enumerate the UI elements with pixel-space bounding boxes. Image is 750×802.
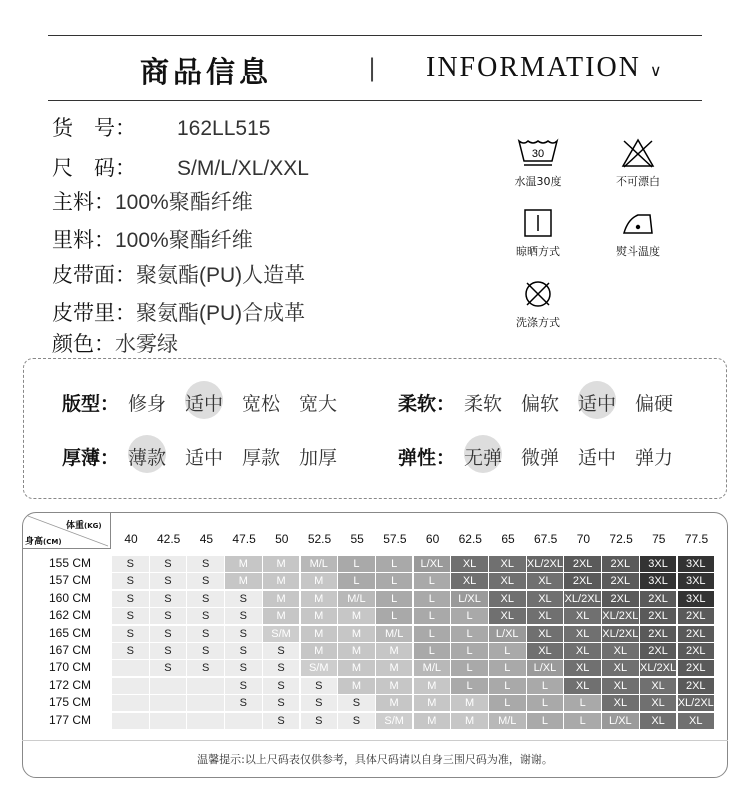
info-row <box>52 224 253 254</box>
size-cell: 3XL <box>640 556 677 572</box>
weight-header: 72.5 <box>609 532 633 546</box>
size-cell: XL <box>602 660 639 676</box>
size-cell: S <box>301 678 338 694</box>
size-cell: XL <box>527 573 564 589</box>
size-cell: M/L <box>414 660 451 676</box>
info-label: 主料： <box>52 190 115 214</box>
size-cell: M <box>225 573 262 589</box>
care-item <box>498 207 578 259</box>
attribute-option: 适中 <box>185 447 224 469</box>
size-cell: S <box>187 573 224 589</box>
size-cell: 3XL <box>678 591 715 607</box>
size-cell: S <box>187 643 224 659</box>
size-cell: S <box>187 626 224 642</box>
size-cell: M <box>451 695 488 711</box>
info-value: 水雾绿 <box>115 333 178 356</box>
care-item <box>598 137 678 189</box>
attribute-option: 适中 <box>578 447 617 469</box>
wash-30-icon <box>498 137 578 169</box>
size-cell: XL <box>489 608 526 624</box>
size-cell: L <box>338 573 375 589</box>
size-cell: S <box>301 695 338 711</box>
attributes-panel <box>23 358 727 499</box>
size-cell: 2XL <box>678 643 715 659</box>
info-row <box>52 297 305 327</box>
size-cell: XL/2XL <box>602 627 639 640</box>
height-label: 167 CM <box>48 643 92 657</box>
size-cell: L/XL <box>527 660 564 676</box>
attribute-option: 修身 <box>128 393 167 415</box>
size-cell: L <box>489 643 526 659</box>
size-cell: XL <box>678 713 715 729</box>
size-cell: S <box>225 695 262 711</box>
size-cell <box>150 678 187 694</box>
top-divider <box>48 35 702 36</box>
size-cell: S <box>150 591 187 607</box>
attribute-option: 微弹 <box>521 447 560 469</box>
info-value: 162LL515 <box>177 117 271 140</box>
size-cell: XL <box>602 695 639 711</box>
size-cell: XL <box>527 591 564 607</box>
info-label: 颜色： <box>52 332 115 356</box>
size-cell: S <box>225 678 262 694</box>
info-value: 100%聚酯纤维 <box>115 229 253 252</box>
size-cell: 2XL <box>678 608 715 624</box>
size-cell <box>150 695 187 711</box>
size-cell <box>112 678 149 694</box>
no-bleach-icon <box>598 137 678 169</box>
size-cell: XL <box>640 713 677 729</box>
info-label: 皮带面： <box>52 263 136 287</box>
size-cell: L <box>414 643 451 659</box>
height-label: 155 CM <box>48 556 92 570</box>
attribute-option: 偏硬 <box>635 393 674 415</box>
size-cell: L <box>489 695 526 711</box>
size-cell: L <box>451 643 488 659</box>
weight-header: 55 <box>350 532 364 546</box>
size-cell: S <box>225 660 262 676</box>
attribute-row <box>62 389 356 416</box>
title-separator: | <box>368 54 377 82</box>
size-cell <box>112 660 149 676</box>
size-cell: L <box>527 713 564 729</box>
size-cell: S <box>225 608 262 624</box>
height-label: 170 CM <box>48 660 92 675</box>
care-item <box>598 207 678 259</box>
height-label: 172 CM <box>48 677 92 692</box>
attribute-option: 薄款 <box>128 443 185 470</box>
size-cell: M <box>338 608 375 624</box>
size-cell: S/M <box>376 713 413 729</box>
weight-header: 57.5 <box>383 532 407 546</box>
size-cell: M <box>301 608 338 624</box>
size-cell: L <box>564 695 601 711</box>
size-cell: L <box>489 660 526 676</box>
attribute-option: 宽松 <box>242 393 281 415</box>
size-cell: L <box>376 556 413 572</box>
size-cell: XL <box>640 695 677 711</box>
weight-header: 65 <box>501 532 515 546</box>
size-cell: XL <box>602 678 639 694</box>
attribute-row <box>398 389 692 416</box>
iron-icon <box>598 207 678 239</box>
size-cell: XL <box>451 556 488 572</box>
size-cell: S/M <box>301 660 338 676</box>
attribute-option: 适中 <box>578 389 635 416</box>
size-cell: M <box>376 695 413 711</box>
size-cell: L <box>451 678 488 694</box>
size-cell: 2XL <box>564 556 601 572</box>
size-cell: L <box>451 608 488 624</box>
size-cell: M/L <box>301 556 338 572</box>
info-label: 货 号： <box>52 116 136 140</box>
size-cell: S <box>112 591 149 607</box>
size-cell: XL <box>564 660 601 676</box>
size-cell: L <box>376 573 413 589</box>
size-cell: S <box>150 660 187 676</box>
size-cell: 2XL <box>602 573 639 589</box>
size-cell: XL/2XL <box>640 662 677 675</box>
size-cell: XL <box>527 626 564 642</box>
no-wash-icon <box>498 278 578 310</box>
size-cell: XL <box>489 591 526 607</box>
size-cell: XL <box>602 643 639 659</box>
size-cell: M <box>414 695 451 711</box>
title-en <box>426 52 664 84</box>
size-cell: L <box>414 573 451 589</box>
weight-header: 40 <box>124 532 138 546</box>
size-cell: XL <box>451 573 488 589</box>
size-cell: L <box>564 713 601 729</box>
attribute-option: 无弹 <box>464 443 521 470</box>
size-cell: L/XL <box>414 556 451 572</box>
attribute-option: 偏软 <box>521 393 560 415</box>
size-cell: L <box>414 591 451 607</box>
info-value: 聚氨酯(PU)人造革 <box>136 264 306 287</box>
size-note: 温馨提示:以上尺码表仅供参考，具体尺码请以自身三围尺码为准，谢谢。 <box>22 740 728 767</box>
size-cell: 2XL <box>602 591 639 607</box>
size-cell: XL <box>564 608 601 624</box>
size-cell: S <box>187 591 224 607</box>
table-corner-header <box>22 512 111 549</box>
care-label: 洗涤方式 <box>516 316 560 329</box>
weight-header: 42.5 <box>157 532 181 546</box>
size-cell: M <box>225 556 262 572</box>
height-label: 177 CM <box>48 712 92 727</box>
info-row <box>52 259 305 289</box>
size-cell: S <box>225 591 262 607</box>
size-cell: M <box>263 591 300 607</box>
size-cell: S <box>187 660 224 676</box>
size-cell: S/M <box>263 626 300 642</box>
size-cell: M <box>414 713 451 729</box>
size-cell: S <box>150 573 187 589</box>
attribute-key: 柔软： <box>398 393 456 415</box>
size-cell: S <box>263 643 300 659</box>
size-cell <box>112 695 149 711</box>
title-cn: 商品信息 <box>140 55 273 89</box>
height-label: 身高 <box>25 537 44 547</box>
info-value: 聚氨酯(PU)合成革 <box>136 302 306 325</box>
attribute-option: 弹力 <box>635 447 674 469</box>
size-cell: L/XL <box>451 591 488 607</box>
size-cell: S <box>150 643 187 659</box>
svg-text:30: 30 <box>531 148 545 160</box>
info-label: 皮带里： <box>52 301 136 325</box>
size-cell: XL/2XL <box>677 697 714 710</box>
size-cell <box>187 695 224 711</box>
attribute-option: 厚款 <box>242 447 281 469</box>
size-cell <box>150 713 187 729</box>
size-cell: M <box>451 713 488 729</box>
size-cell: M <box>376 643 413 659</box>
size-cell: XL <box>564 678 601 694</box>
size-cell: S <box>187 608 224 624</box>
size-cell: S <box>112 573 149 589</box>
size-cell: S <box>263 660 300 676</box>
size-cell: S <box>338 695 375 711</box>
size-cell: M/L <box>376 626 413 642</box>
size-cell: L <box>338 556 375 572</box>
title-en-text: INFORMATION <box>426 52 641 83</box>
size-cell: M <box>338 643 375 659</box>
size-cell: L/XL <box>489 626 526 642</box>
height-label: 175 CM <box>48 695 92 710</box>
size-cell: M <box>338 678 375 694</box>
weight-header: 70 <box>576 532 591 546</box>
weight-unit: (KG) <box>84 522 102 530</box>
size-cell: XL <box>527 643 564 659</box>
size-cell: S <box>112 626 149 642</box>
size-cell: S <box>112 556 149 572</box>
size-cell: M <box>301 573 338 589</box>
attribute-option: 宽大 <box>299 393 338 415</box>
height-label: 157 CM <box>48 573 92 588</box>
size-cell: S <box>301 713 338 729</box>
weight-header: 45 <box>199 532 214 546</box>
size-cell: L <box>376 591 413 607</box>
size-cell: XL <box>564 643 601 659</box>
line-dry-icon <box>498 207 578 239</box>
weight-header: 52.5 <box>307 532 332 546</box>
size-cell: M <box>414 678 451 694</box>
weight-header: 75 <box>652 532 666 546</box>
size-cell: XL <box>564 626 601 642</box>
size-cell: M <box>376 660 413 676</box>
height-label: 162 CM <box>48 608 92 623</box>
size-cell: S <box>263 678 300 694</box>
attribute-key: 厚薄： <box>62 447 120 469</box>
height-label: 160 CM <box>48 590 92 605</box>
weight-header: 47.5 <box>232 532 256 546</box>
size-cell: XL/2XL <box>602 610 639 623</box>
info-value: S/M/L/XL/XXL <box>177 157 309 180</box>
size-cell: L <box>451 626 488 642</box>
weight-label: 体重 <box>66 521 85 531</box>
size-cell: L <box>451 660 488 676</box>
attribute-key: 版型： <box>62 393 120 415</box>
size-cell: XL <box>489 573 526 589</box>
chevron-down-icon: ∨ <box>649 63 664 80</box>
size-cell: L <box>414 626 451 642</box>
care-label: 晾晒方式 <box>516 245 560 258</box>
size-cell: XL <box>640 678 677 694</box>
size-cell: S <box>187 556 224 572</box>
size-cell: S <box>263 695 300 711</box>
size-cell: S <box>150 626 187 642</box>
size-cell: M/L <box>489 713 526 729</box>
care-label: 水温30度 <box>514 175 562 188</box>
care-item <box>498 278 578 330</box>
size-cell: M <box>263 556 300 572</box>
attribute-row <box>398 443 692 470</box>
size-cell: L <box>527 695 564 711</box>
info-row <box>52 112 270 142</box>
size-cell: XL/2XL <box>564 592 601 605</box>
size-cell: XL/2XL <box>526 558 563 570</box>
size-cell: L <box>527 678 564 694</box>
weight-header: 62.5 <box>458 532 482 546</box>
size-cell: 2XL <box>678 626 715 642</box>
weight-header: 67.5 <box>534 532 558 546</box>
care-label: 熨斗温度 <box>616 245 660 258</box>
size-cell: M <box>263 573 300 589</box>
weight-header: 50 <box>275 532 289 546</box>
size-cell: 2XL <box>678 678 715 694</box>
size-cell: M/L <box>338 591 375 607</box>
height-label: 165 CM <box>48 625 92 640</box>
size-cell: S <box>225 626 262 642</box>
size-cell: XL <box>489 556 526 572</box>
weight-header: 60 <box>425 532 440 546</box>
size-cell <box>112 713 149 729</box>
care-label: 不可漂白 <box>616 175 660 188</box>
info-value: 100%聚酯纤维 <box>115 191 253 214</box>
size-cell: 2XL <box>640 608 677 624</box>
height-unit: (CM) <box>43 538 62 546</box>
size-cell <box>225 713 262 729</box>
size-cell: 2XL <box>678 660 715 676</box>
size-cell: S <box>150 608 187 624</box>
size-cell: S <box>112 608 149 624</box>
size-cell: L <box>376 608 413 624</box>
attribute-option: 柔软 <box>464 393 503 415</box>
size-cell: S <box>263 713 300 729</box>
size-cell: M <box>301 626 338 642</box>
size-cell: M <box>338 626 375 642</box>
info-label: 尺 码： <box>52 156 136 180</box>
size-cell: 2XL <box>640 591 677 607</box>
size-cell <box>187 713 224 729</box>
size-cell: L <box>489 678 526 694</box>
size-cell: 2XL <box>640 643 677 659</box>
info-row <box>52 152 309 182</box>
info-row <box>52 186 253 216</box>
weight-header: 77.5 <box>684 532 709 546</box>
size-cell: 3XL <box>640 573 677 589</box>
info-label: 里料： <box>52 228 115 252</box>
size-cell: S <box>150 556 187 572</box>
size-cell: S <box>112 643 149 659</box>
attribute-option: 适中 <box>185 389 242 416</box>
size-cell: 2XL <box>564 573 601 589</box>
attribute-row <box>62 443 356 470</box>
size-cell: S <box>338 713 375 729</box>
care-item <box>498 137 578 189</box>
size-cell: 2XL <box>640 626 677 642</box>
size-cell: M <box>301 591 338 607</box>
title-divider <box>48 100 702 101</box>
size-cell: 3XL <box>678 556 715 572</box>
size-cell: S <box>225 643 262 659</box>
size-cell: L <box>414 608 451 624</box>
size-cell: M <box>376 678 413 694</box>
size-cell: XL <box>527 608 564 624</box>
size-cell: 3XL <box>678 573 715 589</box>
attribute-key: 弹性： <box>398 447 456 469</box>
size-cell: M <box>338 660 375 676</box>
size-cell: M <box>263 608 300 624</box>
size-cell: M <box>301 643 338 659</box>
info-row <box>52 328 178 358</box>
size-cell: 2XL <box>602 556 639 572</box>
size-cell: L/XL <box>602 713 639 729</box>
size-cell <box>187 678 224 694</box>
attribute-option: 加厚 <box>299 447 338 469</box>
